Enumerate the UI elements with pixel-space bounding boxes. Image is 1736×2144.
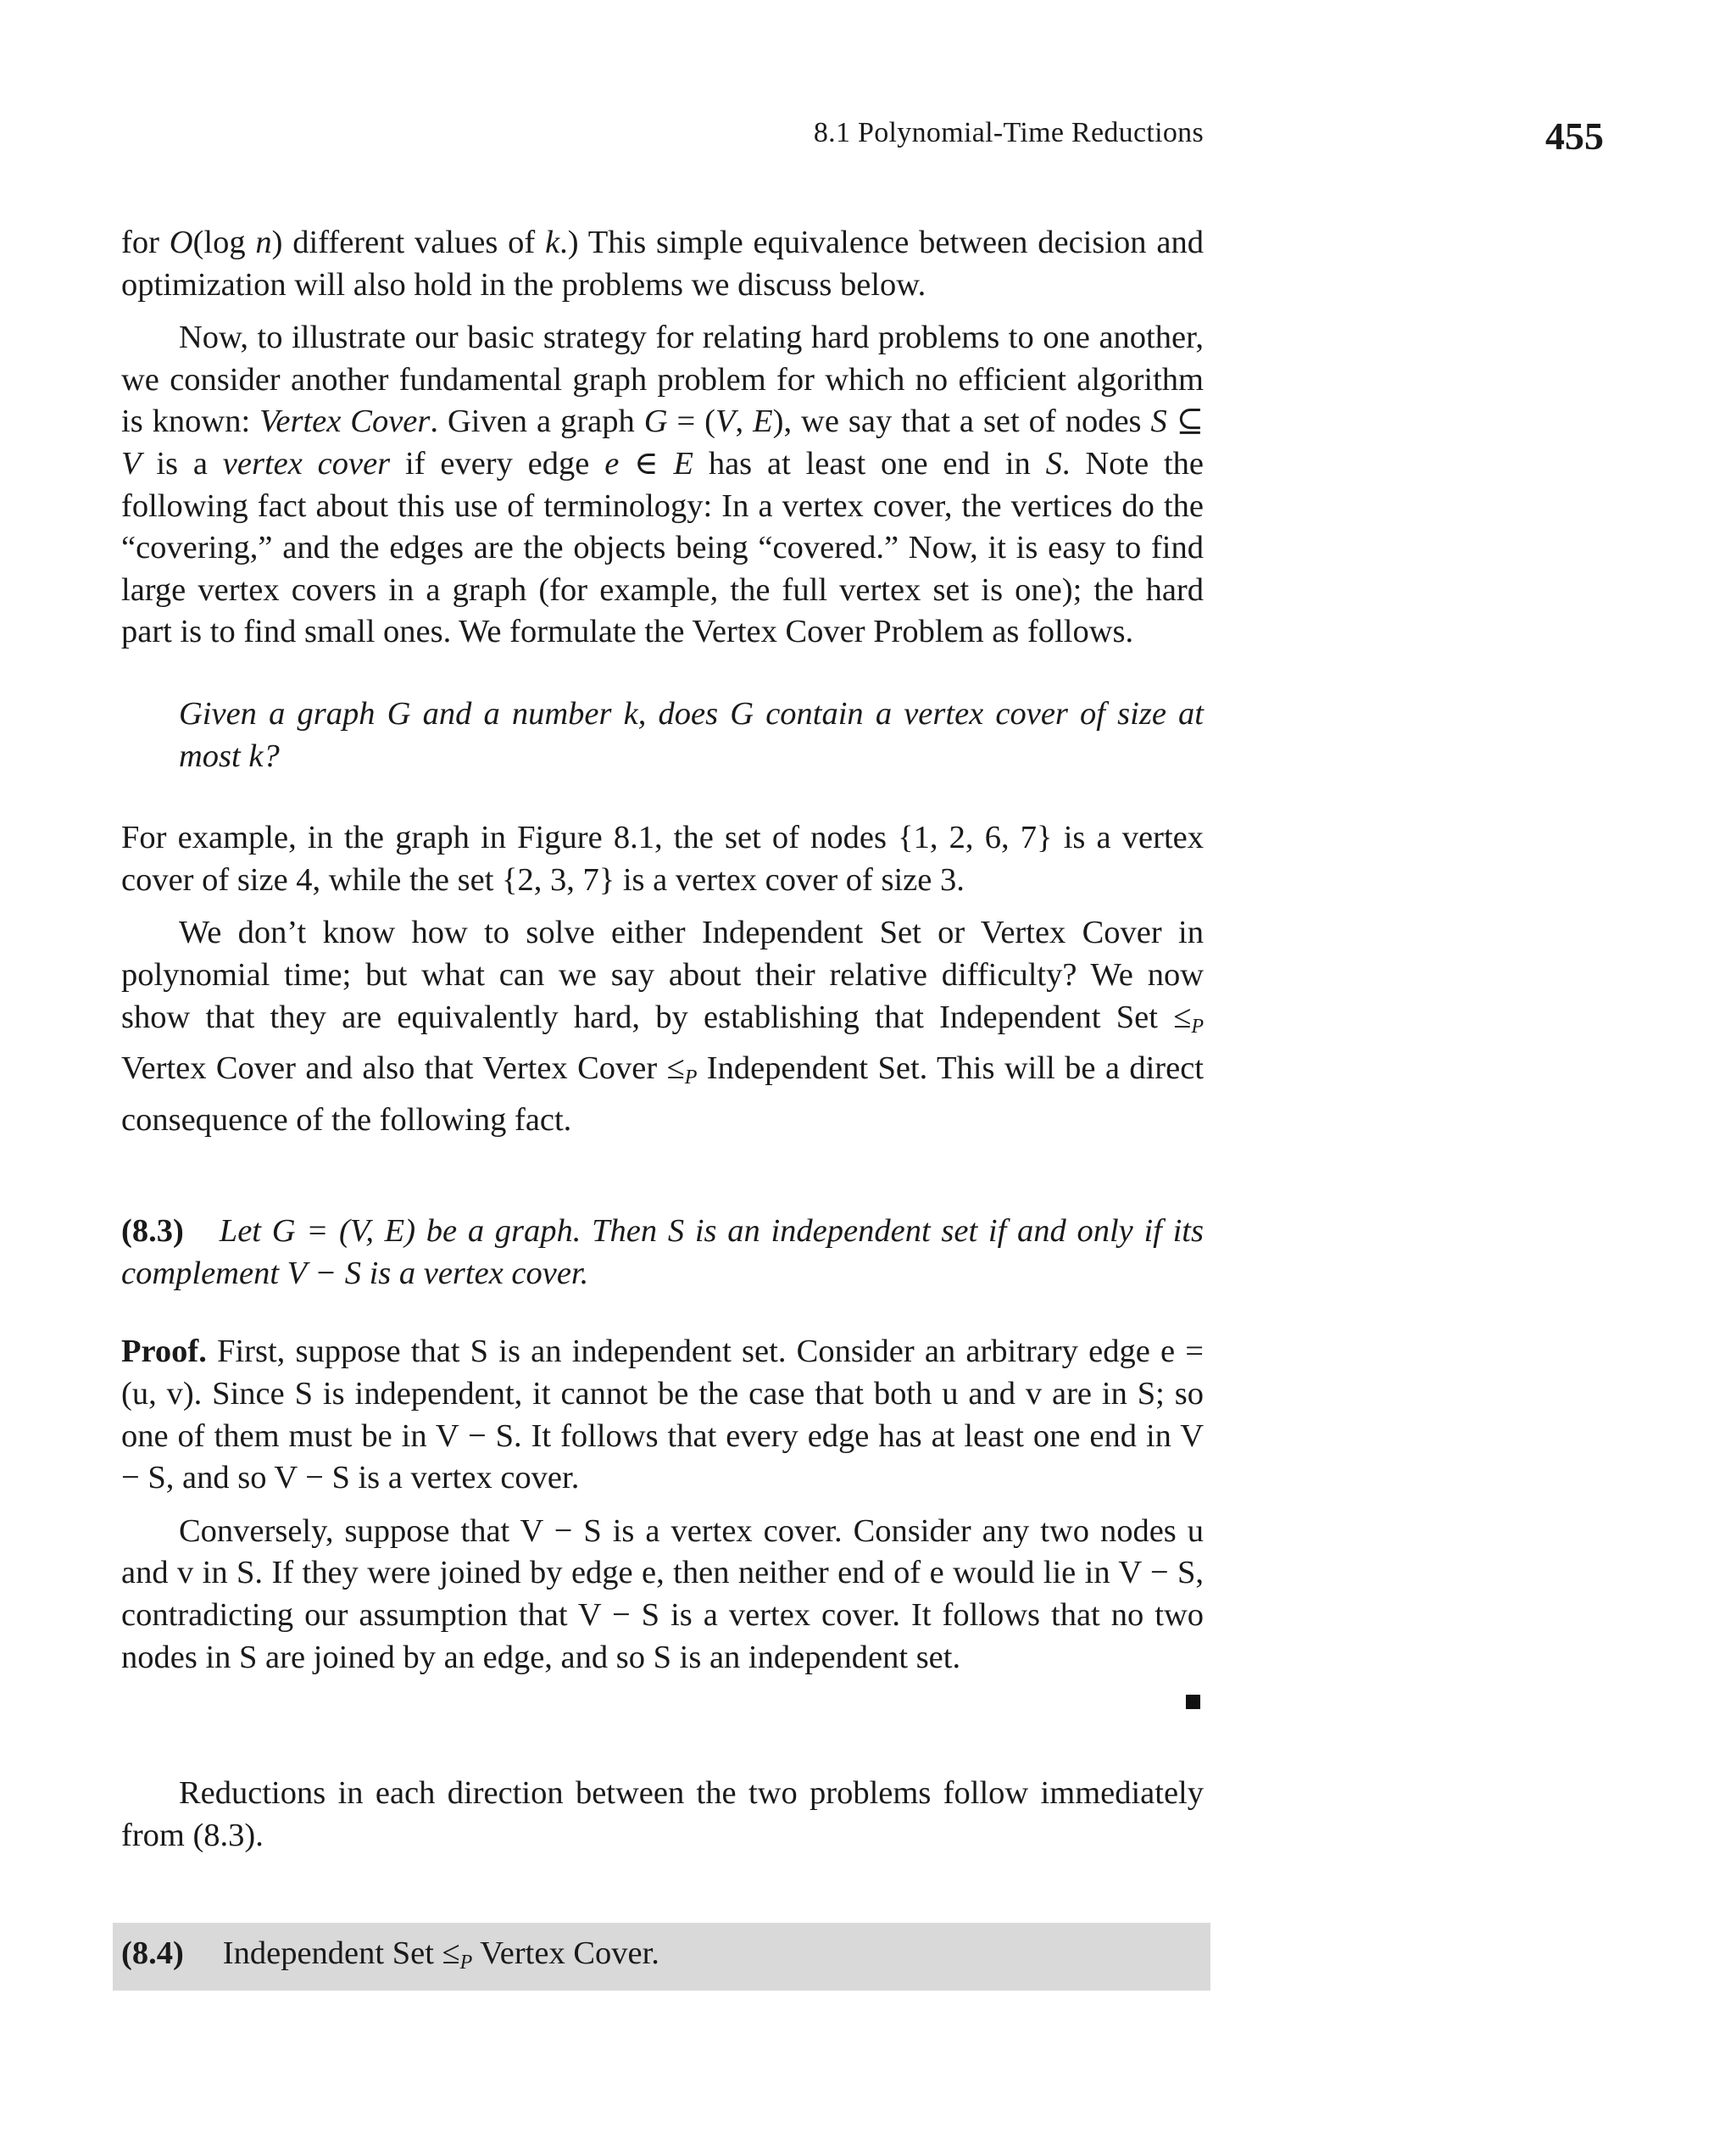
subscript: P <box>1191 1015 1204 1038</box>
text-run: , <box>735 404 754 440</box>
text-run: We don’t know how to solve either Independent Set or Vertex Cover in polynomial time; but what can we say about their relative difficulty? We now show that they are equivalently hard, by establishing that Independent Set ≤ <box>121 915 1204 1035</box>
qed-row <box>121 1679 1204 1720</box>
text-run: if every edge <box>390 445 605 482</box>
paragraph-example: For example, in the graph in Figure 8.1, the set of nodes {1, 2, 6, 7} is a vertex cover of size 4, while the set {2, 3, 7} is a vertex cover of size 3. <box>121 820 1204 898</box>
text-run: = ( <box>667 404 715 440</box>
math-run: e <box>604 445 620 482</box>
text-run: . Given a graph <box>430 404 644 440</box>
paragraph-reductions: Reductions in each direction between the two problems follow immediately from (8.3). <box>121 1775 1204 1853</box>
text-run: Now, to illustrate our basic strategy for relating hard problems to one another, we consider another fundamental graph problem for which no efficient algorithm is known: <box>121 320 1204 440</box>
term-run: Vertex Cover <box>259 404 431 440</box>
proof-paragraph-2: Conversely, suppose that V − S is a vertex cover. Consider any two nodes u and v in S. If they were joined by edge e, then neither end of e would lie in V − S, contradicting our assumption that V − S is a vertex cover. It follows that no two nodes in S are joined by an edge, and so S is an independent set. <box>121 1512 1204 1675</box>
paragraph-vertex-cover-intro <box>121 317 1204 654</box>
statement-text-end: Vertex Cover. <box>472 1935 659 1971</box>
problem-statement: Given a graph G and a number k, does G contain a vertex cover of size at most k? <box>179 695 1204 774</box>
text-run: has at least one end in <box>693 445 1046 482</box>
text-run: Independent Set. This will be a direct consequence of the following fact. <box>121 1050 1204 1138</box>
text-run: ), we say that a set of nodes <box>772 404 1151 440</box>
text-run: ⊆ <box>1166 404 1204 440</box>
statement-label: (8.4) <box>121 1935 184 1971</box>
page-number: 455 <box>1545 114 1604 158</box>
statement-text: Independent Set ≤ <box>222 1935 460 1971</box>
text-run: ∈ <box>619 445 674 482</box>
statement-box-8-4 <box>113 1923 1210 1991</box>
text-run: (log <box>192 225 256 260</box>
theorem-text: Let G = (V, E) be a graph. Then S is an independent set if and only if its complement V − S is a vertex cover. <box>121 1213 1204 1291</box>
subscript: P <box>684 1066 698 1089</box>
running-head: 8.1 Polynomial-Time Reductions <box>813 117 1204 148</box>
math-run: E <box>753 404 773 440</box>
body-column <box>121 222 1204 1857</box>
term-run: vertex cover <box>222 445 391 482</box>
math-run: S <box>1150 404 1167 440</box>
text-run: ) different values of <box>271 225 546 260</box>
page-header <box>0 114 1736 164</box>
proof-paragraph-1 <box>121 1331 1204 1499</box>
statement-content <box>121 1933 659 1985</box>
math-run: V <box>715 404 736 440</box>
math-run: k <box>545 225 560 260</box>
math-run: G <box>643 404 668 440</box>
paragraph-equivalence <box>121 912 1204 1141</box>
theorem-label: (8.3) <box>121 1213 184 1250</box>
math-run: E <box>673 445 693 482</box>
text-run: is a <box>141 445 223 482</box>
proof-text: First, suppose that S is an independent set. Consider an arbitrary edge e = (u, v). Since S is independent, it cannot be the case that both u and v are in S; so one of them must be in V − S. It follows that every edge has at least one end in V − S, and so V − S is a vertex cover. <box>121 1334 1204 1496</box>
text-run: for <box>121 225 170 260</box>
math-run: n <box>255 225 272 260</box>
text-run: . Note the following fact about this use of terminology: In a vertex cover, the vertices do the “covering,” and the edges are the objects being “covered.” Now, it is easy to find large vertex covers in a graph (for example, the full vertex set is one); the hard part is to find small ones. We formulate the Vertex Cover Problem as follows. <box>121 445 1205 650</box>
text-run: .) This simple equivalence between decision and optimization will also hold in the problems we discuss below. <box>121 225 1204 303</box>
paragraph-continuation <box>121 222 1204 306</box>
qed-square-icon <box>1186 1695 1200 1709</box>
math-run: V <box>121 445 142 482</box>
math-run: O <box>169 225 193 260</box>
proof-label: Proof. <box>121 1334 207 1370</box>
math-run: S <box>1045 445 1062 482</box>
theorem-8-3 <box>121 1211 1204 1295</box>
text-run: Vertex Cover and also that Vertex Cover ≤ <box>121 1050 685 1087</box>
subscript: P <box>459 1952 473 1974</box>
